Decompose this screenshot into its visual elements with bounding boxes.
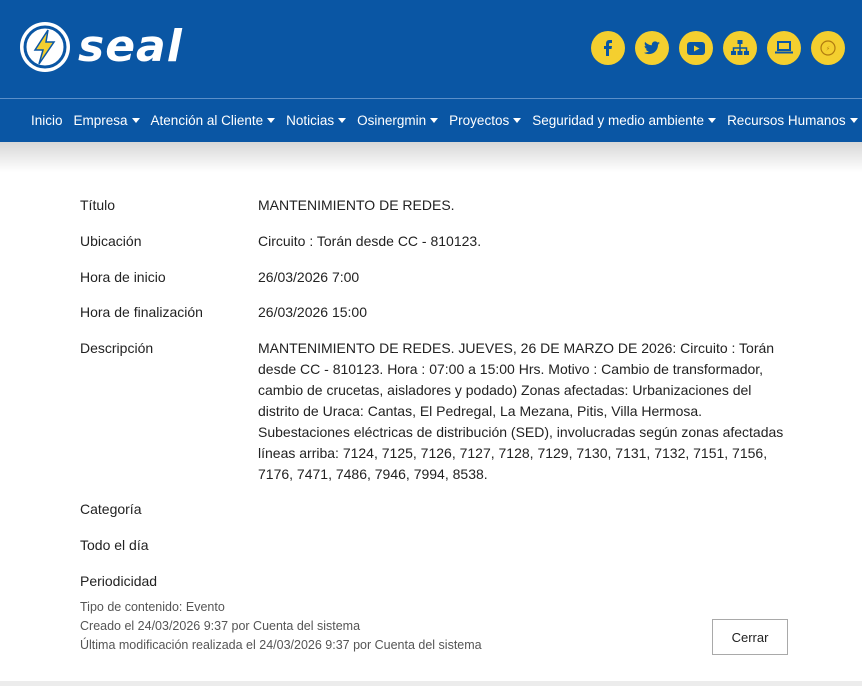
description-label: Descripción	[80, 340, 154, 356]
all-day-label: Todo el día	[80, 537, 149, 553]
end-time-label: Hora de finalización	[80, 304, 203, 320]
nav-label: Seguridad y medio ambiente	[532, 113, 705, 128]
logo[interactable]	[20, 22, 183, 72]
nav-label: Empresa	[73, 113, 128, 128]
created-info-text: Creado el 24/03/2026 9:37 por Cuenta del sistema	[80, 619, 361, 633]
nav-item-inicio[interactable]	[31, 113, 63, 128]
category-label: Categoría	[80, 501, 142, 517]
start-time-label: Hora de inicio	[80, 269, 166, 285]
caret-down-icon	[132, 118, 140, 123]
youtube-icon[interactable]	[679, 31, 713, 65]
site-header	[0, 0, 862, 98]
nav-item-osinergmin[interactable]	[357, 113, 438, 128]
social-links	[591, 31, 845, 65]
caret-down-icon	[513, 118, 521, 123]
twitter-icon[interactable]	[635, 31, 669, 65]
nav-item-recursos-humanos[interactable]	[727, 113, 858, 128]
main-navigation	[0, 99, 862, 142]
description-value: MANTENIMIENTO DE REDES. JUEVES, 26 DE MARZO DE 2026: Circuito : Torán desde CC - 810123. Hora : 07:00 a 15:00 Hrs. Motivo : Cambio de transformador, cambio de crucetas, aisladores y podado) Zonas afectadas: Urbanizaciones del distrito de Uraca: Cantas, El Pedregal, La Mezana, Pitis, Villa Hermosa. Subestaciones eléctricas de distribución (SED), involucradas según zonas afectadas líneas arriba: 7124, 7125, 7126, 7127, 7128, 7129, 7130, 7131, 7132, 7151, 7156, 7176, 7471, 7486, 7946, 7994, 8538.	[258, 340, 784, 482]
nav-label: Osinergmin	[357, 113, 427, 128]
start-time-value: 26/03/2026 7:00	[258, 269, 360, 285]
lightning-bolt-icon	[20, 22, 70, 72]
nav-item-noticias[interactable]	[286, 113, 346, 128]
header-shadow	[0, 142, 862, 172]
title-label: Título	[80, 197, 116, 213]
seal-badge-icon[interactable]	[811, 31, 845, 65]
caret-down-icon	[267, 118, 275, 123]
nav-item-seguridad-medio-ambiente[interactable]	[532, 113, 716, 128]
laptop-icon[interactable]	[767, 31, 801, 65]
nav-item-empresa[interactable]	[74, 113, 140, 128]
caret-down-icon	[430, 118, 438, 123]
sitemap-icon[interactable]	[723, 31, 757, 65]
nav-label: Atención al Cliente	[150, 113, 264, 128]
nav-label: Inicio	[31, 113, 63, 128]
nav-item-proyectos[interactable]	[449, 113, 521, 128]
svg-text:⚡: ⚡	[825, 45, 831, 53]
logo-wordmark: seal	[78, 21, 183, 72]
recurrence-label: Periodicidad	[80, 573, 158, 589]
nav-label: Noticias	[286, 113, 335, 128]
nav-label: Recursos Humanos	[727, 113, 846, 128]
caret-down-icon	[708, 118, 716, 123]
content-type-text: Tipo de contenido: Evento	[80, 600, 225, 614]
close-button[interactable]: Cerrar	[712, 619, 788, 655]
caret-down-icon	[850, 118, 858, 123]
title-value: MANTENIMIENTO DE REDES.	[258, 197, 455, 213]
facebook-icon[interactable]	[591, 31, 625, 65]
location-label: Ubicación	[80, 233, 142, 249]
end-time-value: 26/03/2026 15:00	[258, 304, 367, 320]
modified-info-text: Última modificación realizada el 24/03/2026 9:37 por Cuenta del sistema	[80, 638, 482, 652]
nav-item-atencion-cliente[interactable]	[151, 113, 276, 128]
location-value: Circuito : Torán desde CC - 810123.	[258, 233, 482, 249]
nav-label: Proyectos	[449, 113, 510, 128]
caret-down-icon	[338, 118, 346, 123]
